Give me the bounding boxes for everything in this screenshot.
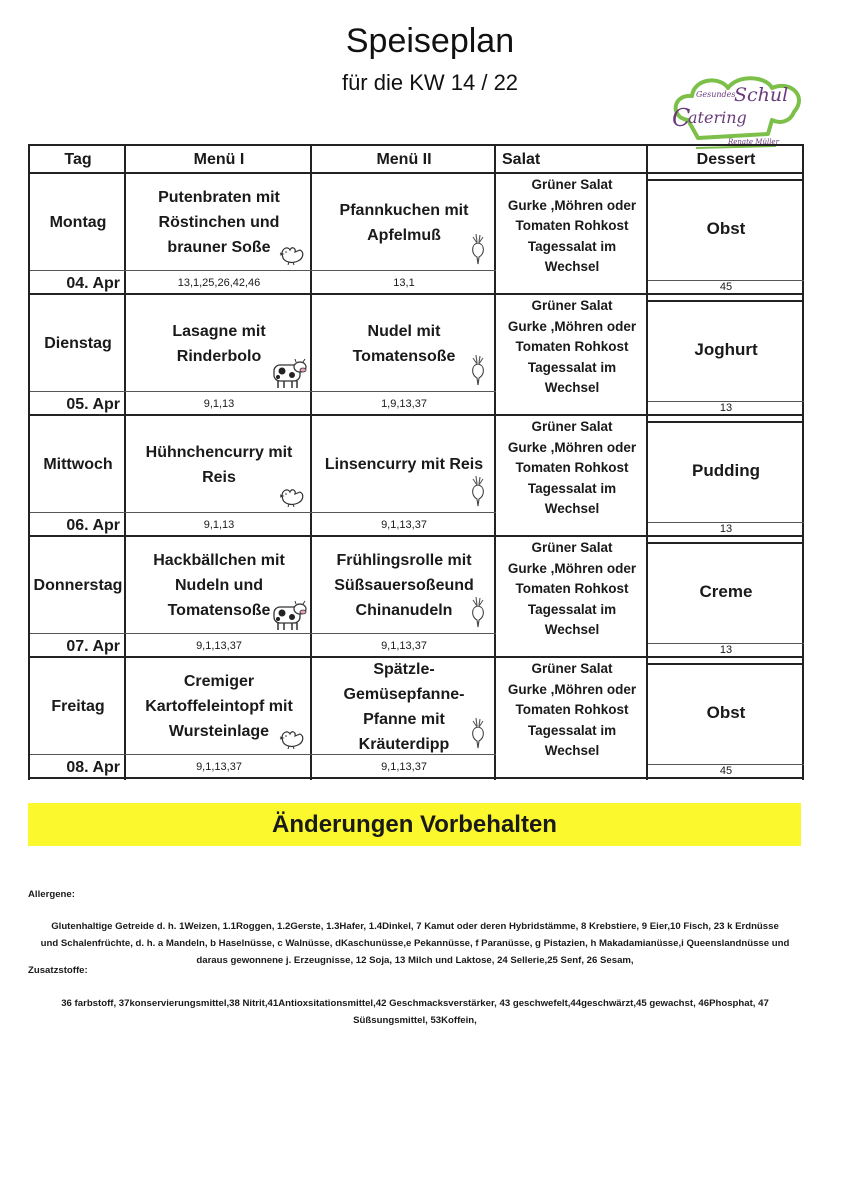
table-rule [648,663,804,665]
menu-2-allergen-codes: 1,9,13,37 [381,397,427,410]
salad-text-line: Tagessalat im [527,480,617,496]
salad-text-line: Gurke ,Möhren oder [507,197,637,213]
dessert-label: Obst [706,703,746,722]
salad-text-line: Tagessalat im [527,238,617,254]
table-rule [30,270,496,271]
dessert-label: Creme [699,582,753,601]
date-label: 08. Apr [66,758,120,776]
page-subtitle: für die KW 14 / 22 [341,70,519,95]
menu-2-dish-line: Apfelmuß [367,226,441,244]
turnip-icon [468,232,488,271]
allergene-label: Allergene: [28,889,75,900]
logo-catering-text: atering [688,108,747,127]
table-rule [30,777,804,779]
salad-text-line: Gurke ,Möhren oder [507,560,637,576]
salad-text [496,415,648,522]
chicken-icon [278,486,306,513]
logo-top-text: Gesundes [696,90,736,99]
table-rule [648,401,804,402]
table-rule [30,512,496,513]
menu-2-dish-line: Gemüsepfanne- [343,685,465,703]
salad-text-line: Tomaten Rohkost [515,218,629,234]
changes-reserved-banner: Änderungen Vorbehalten [28,803,801,846]
allergene-line-2: und Schalenfrüchte, d. h. a Mandeln, b Haselnüsse, c Walnüsse, dKaschunüsse,e Pekannüsse, f Paranüsse, g Pistazien, h Makadamianüsse,i Queenslandnüsse und [40,938,790,949]
menu-2-allergen-codes: 13,1 [393,276,415,289]
date-label: 04. Apr [66,274,120,292]
chicken-icon [278,728,306,755]
table-rule [648,179,804,181]
menu-1-dish-line: Kartoffeleintopf mit [145,698,293,715]
menu-2-dish-line: Tomatensoße [352,347,456,365]
menu-1-dish-line: Rinderbolo [176,347,262,365]
menu-1-dish-line: Röstinchen und [158,214,280,231]
menu-1-allergen-codes: 9,1,13 [203,397,235,410]
salad-text-line: Grüner Salat [531,661,613,677]
menu-2-allergen-codes: 9,1,13,37 [381,518,427,531]
table-rule [648,643,804,644]
table-rule [30,391,496,392]
menu-1-dish-line: Nudeln und [175,577,263,594]
table-rule [648,764,804,765]
dessert-allergen-codes: 13 [719,643,733,656]
date-label: 07. Apr [66,637,120,655]
page-title: Speiseplan [345,22,515,60]
menu-2-dish-line: Spätzle- [373,660,435,678]
salad-text-line: Grüner Salat [531,419,613,435]
salad-text [496,536,648,643]
dessert-allergen-codes: 13 [719,522,733,535]
table-rule [648,522,804,523]
menu-1-dish-line: Cremiger [183,673,255,690]
cow-icon [268,597,308,638]
header-menu-1: Menü I [193,151,245,168]
dessert-allergen-codes: 13 [719,401,733,414]
menu-2-dish-line: Pfanne mit [363,710,445,728]
chicken-icon [278,244,306,271]
menu-2-dish-line: Kräuterdipp [358,735,450,753]
salad-text-line: Wechsel [544,743,600,759]
salad-text-line: Gurke ,Möhren oder [507,439,637,455]
menu-2-dish-line: Chinanudeln [355,602,453,619]
menu-1-allergen-codes: 13,1,25,26,42,46 [177,276,261,289]
menu-1-dish-line: Lasagne mit [172,322,266,340]
allergene-line-3: daraus gewonnene j. Erzeugnisse, 12 Soja, 13 Milch und Laktose, 24 Sellerie,25 Senf, 26 Sesam, [196,955,634,966]
zusatzstoffe-line-1: 36 farbstoff, 37konservierungsmittel,38 Nitrit,41Antioxsitationsmittel,42 Geschmacksverstärker, 43 geschwefelt,44geschwärzt,45 gewachst, 46Phosphat, 47 [61,998,769,1009]
day-label: Mittwoch [43,456,113,473]
salad-text-line: Wechsel [544,259,600,275]
menu-1-dish-line: Wursteinlage [168,723,270,740]
salad-text-line: Tagessalat im [527,601,617,617]
allergene-line-1: Glutenhaltige Getreide d. h. 1Weizen, 1.1Roggen, 1.2Gerste, 1.3Hafer, 1.4Dinkel, 7 Kamut oder deren Hybridstämme, 8 Krebstiere, 9 Eier,10 Fisch, 23 k Erdnüsse [51,921,779,932]
menu-2-allergen-codes: 9,1,13,37 [381,639,427,652]
salad-text [496,173,648,280]
zusatzstoffe-label: Zusatzstoffe: [28,965,88,976]
table-rule [648,421,804,423]
menu-1-dish-line: Hühnchencurry mit [145,443,293,461]
menu-2-dish-line: Pfannkuchen mit [339,201,469,219]
logo-c-letter: C [672,104,691,132]
header-dessert: Dessert [696,151,756,168]
menu-2-dish-line: Linsencurry mit Reis [324,456,484,473]
table-rule [648,300,804,302]
menu-1-dish-line: Hackbällchen mit [153,552,285,569]
menu-1-dish-line: Reis [202,468,236,486]
salad-text [496,657,648,764]
menu-1-dish-line: Tomatensoße [167,602,271,619]
date-label: 05. Apr [66,395,120,413]
dessert-label: Obst [706,219,746,238]
turnip-icon [468,716,488,755]
salad-text-line: Gurke ,Möhren oder [507,681,637,697]
menu-table [28,144,804,780]
header-salat: Salat [502,151,541,168]
logo-schul-text: Schul [734,84,789,106]
table-rule [30,633,496,634]
day-label: Freitag [51,698,105,715]
day-label: Montag [49,214,107,231]
salad-text-line: Tomaten Rohkost [515,339,629,355]
salad-text-line: Wechsel [544,501,600,517]
salad-text-line: Grüner Salat [531,540,613,556]
dessert-allergen-codes: 45 [719,280,733,293]
logo-owner-text: Renate Müller [728,138,779,146]
salad-text-line: Grüner Salat [531,298,613,314]
menu-1-dish-line: Putenbraten mit [158,189,280,206]
turnip-icon [468,353,488,392]
salad-text-line: Wechsel [544,622,600,638]
dessert-label: Pudding [692,461,760,480]
salad-text-line: Wechsel [544,380,600,396]
menu-2-dish-line: Nudel mit [367,322,441,340]
dessert-label: Joghurt [694,340,758,359]
salad-text-line: Tomaten Rohkost [515,581,629,597]
turnip-icon [468,595,488,634]
menu-1-allergen-codes: 9,1,13 [203,518,235,531]
salad-text-line: Tagessalat im [527,722,617,738]
zusatzstoffe-line-2: Süßsungsmittel, 53Koffein, [353,1015,477,1026]
header-tag: Tag [64,151,92,168]
salad-text-line: Gurke ,Möhren oder [507,318,637,334]
turnip-icon [468,474,488,513]
salad-text-line: Tagessalat im [527,359,617,375]
dessert-allergen-codes: 45 [719,764,733,777]
menu-1-allergen-codes: 9,1,13,37 [196,760,242,773]
menu-2-allergen-codes: 9,1,13,37 [381,760,427,773]
table-rule [648,280,804,281]
table-rule [648,542,804,544]
menu-1-dish-line: brauner Soße [167,239,271,256]
table-rule [30,754,496,755]
day-label: Donnerstag [33,577,123,594]
menu-1-allergen-codes: 9,1,13,37 [196,639,242,652]
menu-2-dish-line: Süßsauersoßeund [334,577,474,594]
salad-text-line: Grüner Salat [531,177,613,193]
header-menu-2: Menü II [376,151,432,168]
day-label: Dienstag [44,335,112,352]
salad-text-line: Tomaten Rohkost [515,702,629,718]
salad-text-line: Tomaten Rohkost [515,460,629,476]
salad-text [496,294,648,401]
date-label: 06. Apr [66,516,120,534]
cow-icon [268,355,308,396]
menu-2-dish-line: Frühlingsrolle mit [336,552,472,569]
